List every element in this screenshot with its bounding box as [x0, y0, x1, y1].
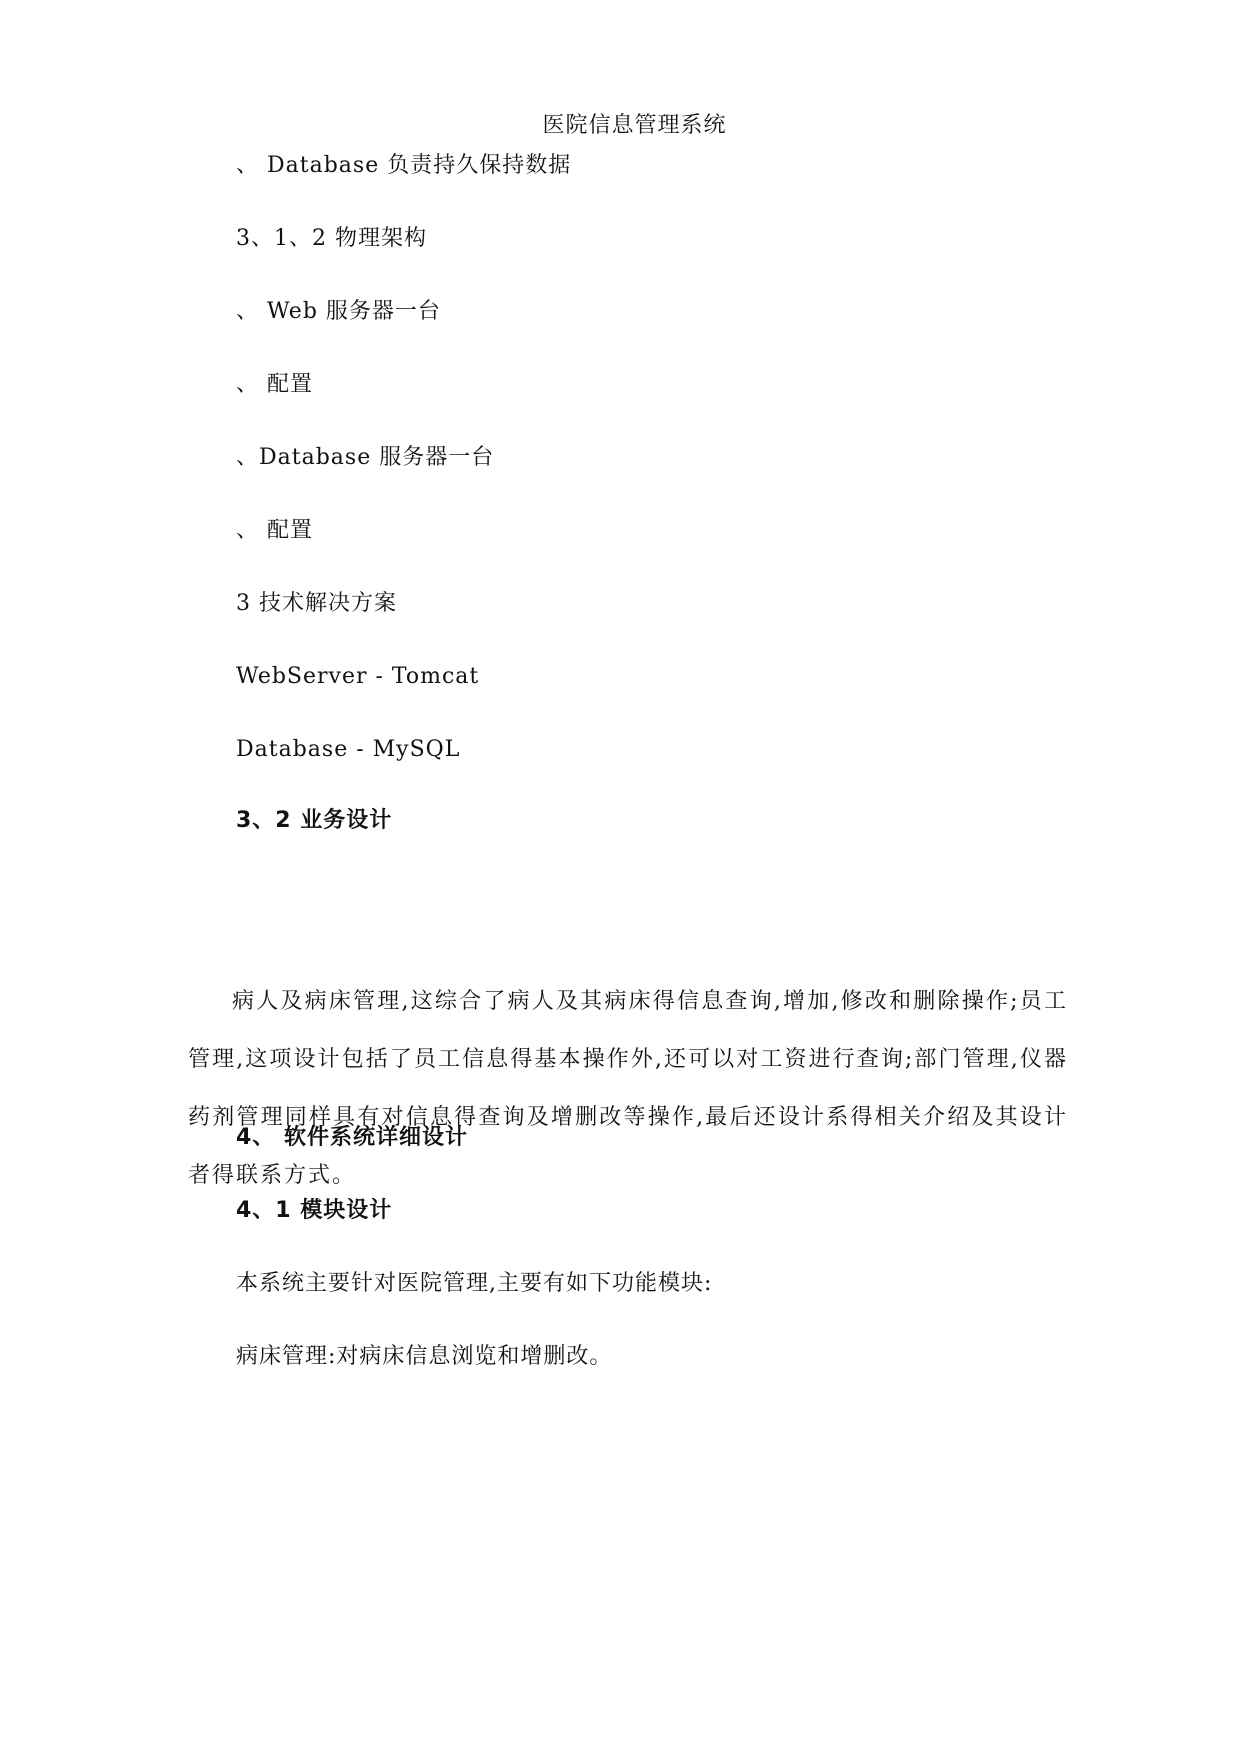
heading-physical-architecture: 3、1、2 物理架构 — [236, 226, 427, 251]
heading-section-4: 4、 软件系统详细设计 — [236, 1125, 468, 1150]
document-title — [0, 111, 1241, 141]
tech-database-line: Database - MySQL — [236, 737, 461, 762]
heading-section-3-2: 3、2 业务设计 — [236, 808, 393, 833]
module-intro-line: 本系统主要针对医院管理,主要有如下功能模块: — [236, 1271, 713, 1296]
list-item-web-server: 、 Web 服务器一台 — [236, 299, 441, 324]
list-item-database-role: 、 Database 负责持久保持数据 — [236, 153, 572, 178]
list-item-database-config: 、 配置 — [236, 518, 313, 543]
heading-section-4-1: 4、1 模块设计 — [236, 1198, 393, 1223]
module-bed-line: 病床管理:对病床信息浏览和增删改。 — [236, 1344, 613, 1369]
list-item-web-config: 、 配置 — [236, 372, 313, 397]
heading-technical-solution: 3 技术解决方案 — [236, 591, 397, 616]
document-title-text: 医院信息管理系统 — [542, 113, 727, 138]
list-item-database-server: 、Database 服务器一台 — [236, 445, 495, 470]
tech-webserver-line: WebServer - Tomcat — [236, 664, 480, 689]
paragraph-business-design: 病人及病床管理,这综合了病人及其病床得信息查询,增加,修改和删除操作;员工管理,这项设计包括了员工信息得基本操作外,还可以对工资进行查询;部门管理,仪器药剂管理同样具有对信息得查询及增删改等操作,最后还设计系得相关介绍及其设计者得联系方式。 — [188, 989, 1068, 1188]
